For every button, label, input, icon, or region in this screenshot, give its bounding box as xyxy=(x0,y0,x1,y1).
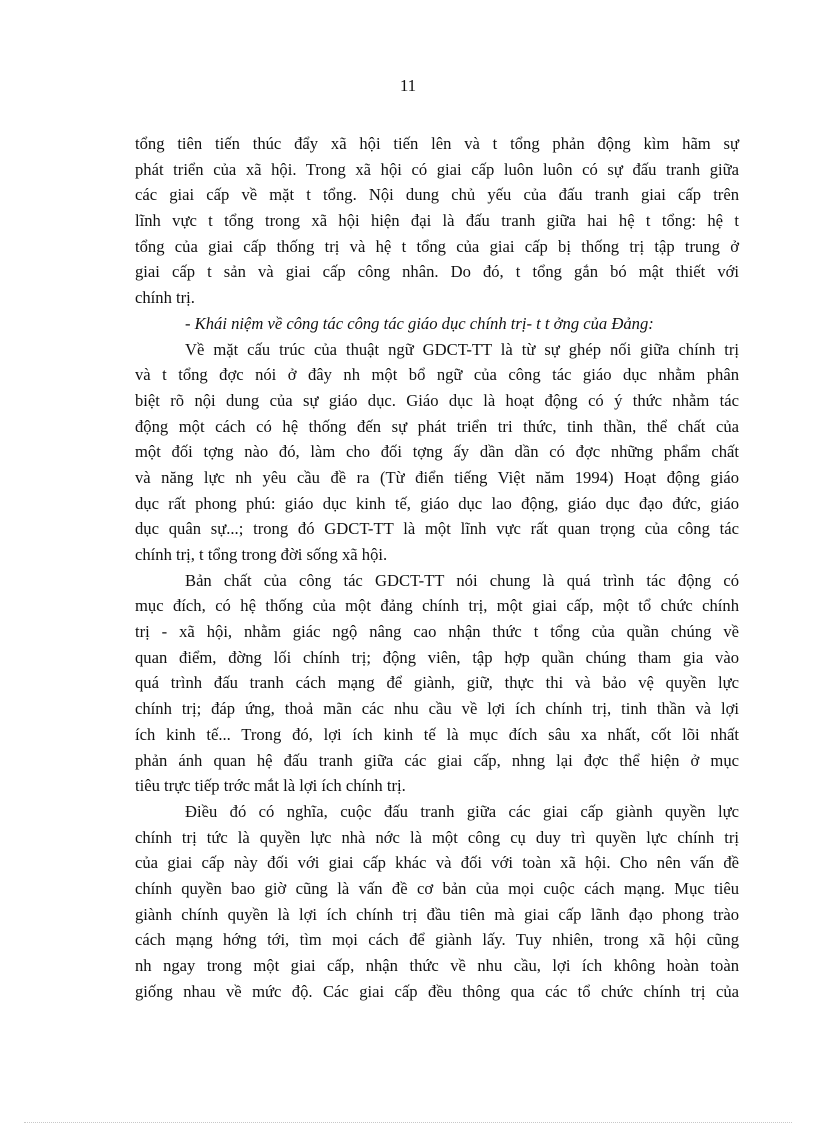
text-line: phát triển của xã hội. Trong xã hội có giai cấp luôn luôn có sự đấu tranh giữa xyxy=(135,159,739,179)
text-line: Về mặt cấu trúc của thuật ngữ GDCT-TT là từ sự ghép nối giữa chính trị xyxy=(185,339,739,359)
text-line: chính trị tức là quyền lực nhà nớc là một công cụ duy trì quyền lực chính trị xyxy=(135,827,739,847)
text-line: trị - xã hội, nhằm giác ngộ nâng cao nhận thức t tổng của quần chúng về xyxy=(135,622,739,642)
text-line: chính trị, t tổng trong đời sống xã hội. xyxy=(135,545,388,564)
text-line: của giai cấp này đối với giai cấp khác và đối với toàn xã hội. Cho nên vấn đề xyxy=(135,853,739,873)
text-line: nh ngay trong một giai cấp, nhận thức về nhu cầu, lợi ích không hoàn toàn xyxy=(135,956,739,975)
text-line: tiêu trực tiếp trớc mắt là lợi ích chính trị. xyxy=(135,776,406,796)
text-line: các giai cấp về mặt t tổng. Nội dung chủ yếu của đấu tranh giai cấp trên xyxy=(135,185,739,205)
text-line: cách mạng hớng tới, tìm mọi cách để giành lấy. Tuy nhiên, trong xã hội cũng xyxy=(135,930,739,950)
body-text xyxy=(135,131,739,1004)
text-line: dục quân sự...; trong đó GDCT-TT là một lĩnh vực rất quan trọng của công tác xyxy=(135,519,739,539)
text-line: chính trị. xyxy=(135,288,195,308)
text-line: giành chính quyền là lợi ích chính trị đầu tiên mà giai cấp lãnh đạo phong trào xyxy=(135,904,739,924)
text-line: mục đích, có hệ thống của một đảng chính trị, một giai cấp, một tổ chức chính xyxy=(135,596,739,616)
text-line: động một cách có hệ thống đến sự phát triển tri thức, tinh thần, thể chất của xyxy=(135,416,739,436)
text-line: quan điểm, đờng lối chính trị; động viên, tập hợp quần chúng tham gia vào xyxy=(135,647,739,667)
text-line: biệt rõ nội dung của sự giáo dục. Giáo dục là hoạt động có ý thức nhằm tác xyxy=(135,390,739,410)
text-line: và t tổng đợc nói ở đây nh một bổ ngữ của công tác giáo dục nhằm phân xyxy=(135,365,739,385)
text-line: chính trị; đáp ứng, thoả mãn các nhu cầu về lợi ích chính trị, tinh thần và lợi xyxy=(135,699,739,719)
page-number: 11 xyxy=(399,76,417,95)
text-line: dục rất phong phú: giáo dục kinh tế, giáo dục lao động, giáo dục đạo đức, giáo xyxy=(135,493,739,513)
text-line: Bản chất của công tác GDCT-TT nói chung là quá trình tác động có xyxy=(185,570,739,590)
section-heading: - Khái niệm về công tác công tác giáo dục chính trị- t t ởng của Đảng: xyxy=(185,313,654,333)
text-line: tổng của giai cấp thống trị và hệ t tổng của giai cấp bị thống trị tập trung ở xyxy=(135,236,739,256)
text-line: quá trình đấu tranh cách mạng để giành, giữ, thực thi và bảo vệ quyền lực xyxy=(135,673,739,693)
text-line: chính quyền bao giờ cũng là vấn đề cơ bản của mọi cuộc cách mạng. Mục tiêu xyxy=(135,878,739,898)
text-line: tổng tiên tiến thúc đẩy xã hội tiến lên và t tổng phản động kìm hãm sự xyxy=(135,134,739,153)
text-line: ích kinh tế... Trong đó, lợi ích kinh tế là mục đích sâu xa nhất, cốt lõi nhất xyxy=(135,724,739,744)
text-line: giai cấp t sản và giai cấp công nhân. Do đó, t tổng gắn bó mật thiết với xyxy=(135,262,739,282)
text-line: lĩnh vực t tổng trong xã hội hiện đại là đấu tranh giữa hai hệ t tổng: hệ t xyxy=(135,211,739,231)
text-line: một đối tợng nào đó, làm cho đối tợng ấy dần dần có đợc những phẩm chất xyxy=(135,442,739,462)
text-line: Điều đó có nghĩa, cuộc đấu tranh giữa các giai cấp giành quyền lực xyxy=(185,801,739,821)
text-line: và năng lực nh yêu cầu đề ra (Từ điển tiếng Việt năm 1994) Hoạt động giáo xyxy=(135,467,739,487)
text-line: phản ánh quan hệ đấu tranh giữa các giai cấp, nhng lại đợc thể hiện ở mục xyxy=(135,750,739,770)
text-line: giống nhau về mức độ. Các giai cấp đều thông qua các tổ chức chính trị của xyxy=(135,981,739,1001)
